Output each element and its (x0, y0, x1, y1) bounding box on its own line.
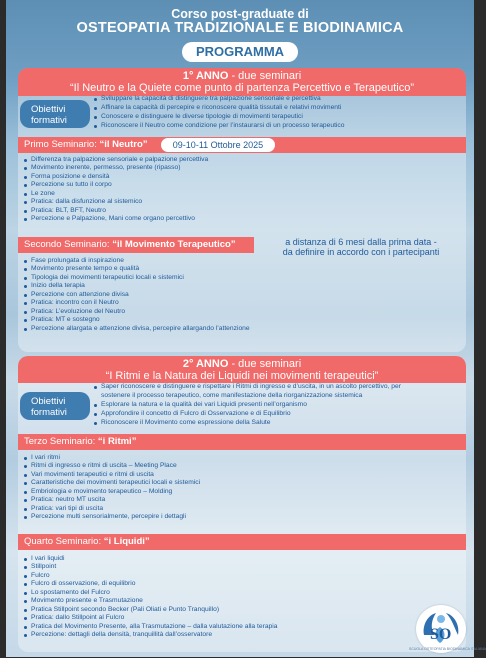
list-item: Pratica: BLT, BFT, Neutro (22, 207, 208, 215)
list-item: Pratica: neutro MT uscita (22, 496, 200, 504)
course-title: OSTEOPATIA TRADIZIONALE E BIODINAMICA (76, 20, 404, 36)
list-item: Percezione multi sensorialmente, percepire i dettagli (22, 513, 200, 521)
seminar3-name: “i Ritmi” (97, 436, 137, 447)
school-logo (416, 605, 466, 653)
list-item: Stillpoint (22, 563, 277, 571)
list-item: Percezione e Palpazione, Mani come organo percettivo (22, 215, 208, 223)
year1-objectives-list (92, 95, 344, 131)
year1-theme: “Il Neutro e la Quiete come punto di partenza Percettivo e Terapeutico” (69, 82, 415, 94)
seminar3-list (22, 454, 200, 522)
seminar1-name: “il Neutro” (99, 139, 148, 150)
seminar4-bar: Quarto Seminario: “i Liquidi” (18, 534, 466, 550)
list-item: Sviluppare la capacità di distinguere tra palpazione sensoriale e percettiva (92, 95, 344, 104)
list-item: Forma posizione e densità (22, 173, 208, 181)
list-item: Lo spostamento del Fulcro (22, 589, 277, 597)
logo-caption: SCUOLA OSTEOPATIA BIODINAMICA ITALIANA (409, 647, 486, 651)
list-item: Fase prolungata di inspirazione (22, 257, 250, 265)
list-item: Fulcro di osservazione, di equilibrio (22, 580, 277, 588)
list-item: Inizio della terapia (22, 282, 250, 290)
list-item: Differenza tra palpazione sensoriale e palpazione percettiva (22, 156, 208, 164)
seminar2-bar: Secondo Seminario: “il Movimento Terapeutico” (18, 237, 254, 253)
list-item: Conoscere e distinguere le diverse tipologie di movimenti terapeutici (92, 113, 344, 122)
list-item: I vari ritmi (22, 454, 200, 462)
program-badge: PROGRAMMA (182, 42, 298, 62)
list-item: Movimento presente tempo e qualità (22, 265, 250, 273)
year1-heading-rest: - due seminari (228, 70, 302, 82)
year1-objectives-label: Obiettivi formativi (20, 100, 90, 128)
list-item: Riconoscere il Movimento come espressione della Salute (92, 419, 401, 428)
year2-objectives-label: Obiettivi formativi (20, 392, 90, 420)
seminar4-name: “i Liquidi” (103, 536, 150, 547)
year2-header (18, 356, 466, 383)
seminar2-date-note: a distanza di 6 mesi dalla prima data - da definire in accordo con i partecipanti (282, 237, 440, 257)
seminar1-list (22, 156, 208, 224)
seminar2-name: “il Movimento Terapeutico” (112, 239, 236, 250)
list-item: Movimento presente e Trasmutazione (22, 597, 277, 605)
list-item: Saper riconoscere e distinguere e rispettare i Ritmi di ingresso e d’uscita, in un ascolto percettivo, per (92, 383, 401, 392)
list-item: Caratteristiche dei movimenti terapeutici locali e sistemici (22, 479, 200, 487)
year1-header (18, 68, 466, 96)
list-item: Pratica: dalla disfunzione al sistemico (22, 198, 208, 206)
list-item: Percezione su tutto il corpo (22, 181, 208, 189)
hands-logo-icon (416, 605, 466, 653)
list-item: Affinare la capacità di percepire e riconoscere qualità tissutali e relativi movimenti (92, 104, 344, 113)
poster (6, 0, 486, 657)
list-item: Pratica: vari tipi di uscita (22, 505, 200, 513)
year2-theme: “I Ritmi e la Natura dei Liquidi nei movimenti terapeutici” (105, 370, 379, 382)
list-item: Pratica Stillpoint secondo Becker (Pali Oliati e Punto Tranquillo) (22, 606, 277, 614)
year1-heading: 1° ANNO (182, 70, 229, 82)
list-item: Riconoscere il Neutro come condizione per l’instaurarsi di un processo terapeutico (92, 122, 344, 131)
list-item: sostenere il processo terapeutico, come manifestazione della riorganizzazione sistemica (101, 391, 363, 399)
list-item: Pratica: MT e sostegno (22, 316, 250, 324)
list-item: Le zone (22, 190, 208, 198)
course-subtitle: Corso post-graduate di (171, 7, 309, 21)
year2-heading: 2° ANNO (182, 358, 229, 370)
list-item: Pratica: dallo Stillpoint al Fulcro (22, 614, 277, 622)
list-item: Percezione con attenzione divisa (22, 291, 250, 299)
svg-text:SO: SO (430, 626, 452, 643)
list-item: Movimento inerente, permesso, presente (ripasso) (22, 164, 208, 172)
list-item: Tipologia dei movimenti terapeutici locali e sistemici (22, 274, 250, 282)
list-item: Percezione: dettagli della densità, tranquillità dall’osservatore (22, 631, 277, 639)
seminar1-bar: Primo Seminario: “il Neutro” (18, 137, 466, 153)
year2-objectives-list (92, 383, 401, 428)
list-item: Approfondire il concetto di Fulcro di Osservazione e di Equilibrio (92, 410, 401, 419)
seminar1-date: 09-10-11 Ottobre 2025 (161, 138, 275, 152)
list-item: Esplorare la natura e la qualità dei vari Liquidi presenti nell’organismo (92, 401, 401, 410)
seminar3-bar: Terzo Seminario: “i Ritmi” (18, 434, 466, 450)
list-item: Embriologia e movimento terapeutico – Molding (22, 488, 200, 496)
year2-heading-rest: - due seminari (228, 358, 302, 370)
list-item: Fulcro (22, 572, 277, 580)
list-item: Pratica del Movimento Presente, alla Trasmutazione – dalla valutazione alla terapia (22, 623, 277, 631)
list-item: Pratica: L’evoluzione del Neutro (22, 308, 250, 316)
list-item: I vari liquidi (22, 555, 277, 563)
seminar2-list (22, 257, 250, 333)
list-item: Percezione allargata e attenzione divisa, percepire allargando l’attenzione (22, 325, 250, 333)
list-item: Vari movimenti terapeutici e ritmi di uscita (22, 471, 200, 479)
seminar4-list (22, 555, 277, 640)
list-item: Pratica: incontro con il Neutro (22, 299, 250, 307)
list-item: Ritmi di ingresso e ritmi di uscita – Meeting Place (22, 462, 200, 470)
